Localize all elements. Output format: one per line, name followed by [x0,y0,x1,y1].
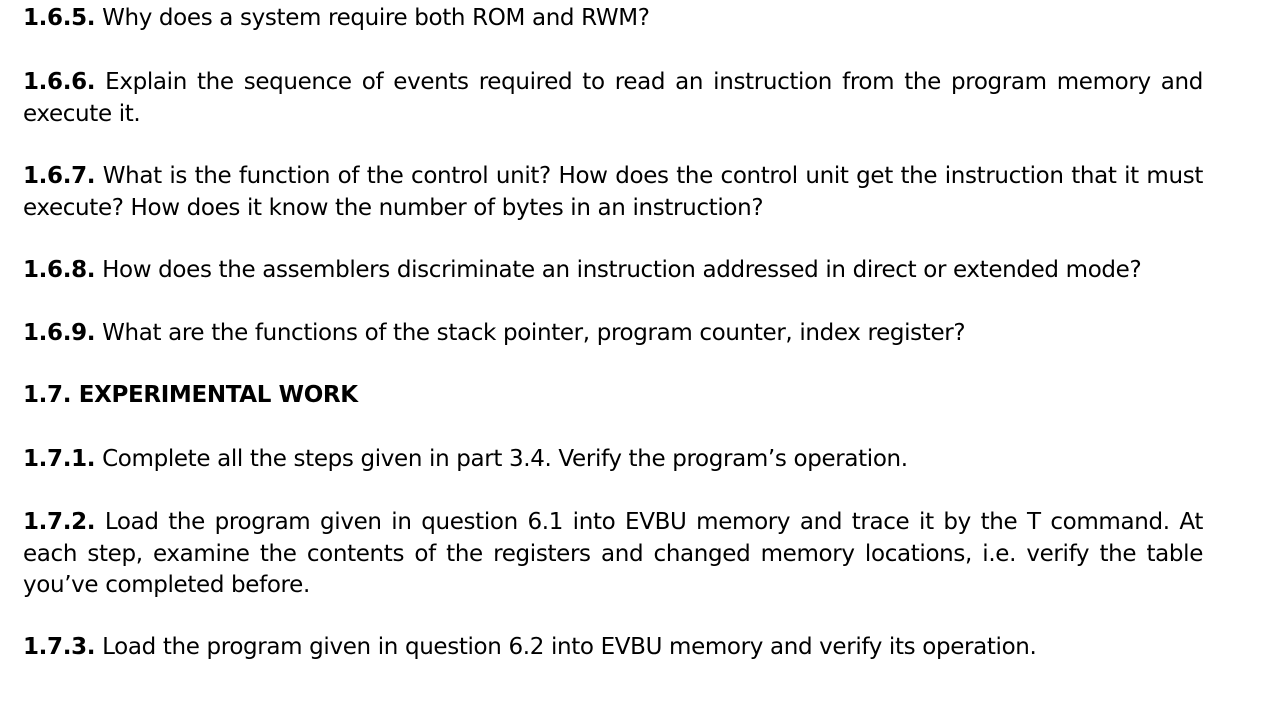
question-1-6-9 [23,318,1203,350]
question-number: 1.6.9. [23,320,96,346]
question-number: 1.6.6. [23,69,96,95]
experiment-1-7-1 [23,444,1203,476]
question-text: What is the function of the control unit? How does the control unit get the instruction that it must execute? How does it know the number of bytes in an instruction? [23,163,1203,221]
experiment-number: 1.7.3. [23,634,96,660]
experiment-1-7-2 [23,507,1203,602]
section-heading: 1.7. EXPERIMENTAL WORK [23,382,358,408]
question-text: Why does a system require both ROM and RWM? [102,5,650,31]
experiment-text: Load the program given in question 6.1 into EVBU memory and trace it by the T command. At each step, examine the contents of the registers and changed memory locations, i.e. verify the table you’ve completed before. [23,509,1203,598]
question-text: What are the functions of the stack pointer, program counter, index register? [102,320,966,346]
question-number: 1.6.8. [23,257,96,283]
experiment-number: 1.7.2. [23,509,96,535]
question-1-6-8 [23,255,1203,287]
question-1-6-5 [23,3,1203,35]
experiment-1-7-3 [23,632,1203,664]
question-text: How does the assemblers discriminate an instruction addressed in direct or extended mode? [102,257,1142,283]
experiment-number: 1.7.1. [23,446,96,472]
experiment-text: Load the program given in question 6.2 into EVBU memory and verify its operation. [102,634,1037,660]
question-text: Explain the sequence of events required to read an instruction from the program memory and execute it. [23,69,1203,127]
question-1-6-7 [23,161,1203,224]
question-1-6-6 [23,67,1203,130]
question-number: 1.6.5. [23,5,96,31]
question-number: 1.6.7. [23,163,96,189]
experiment-text: Complete all the steps given in part 3.4. Verify the program’s operation. [102,446,908,472]
